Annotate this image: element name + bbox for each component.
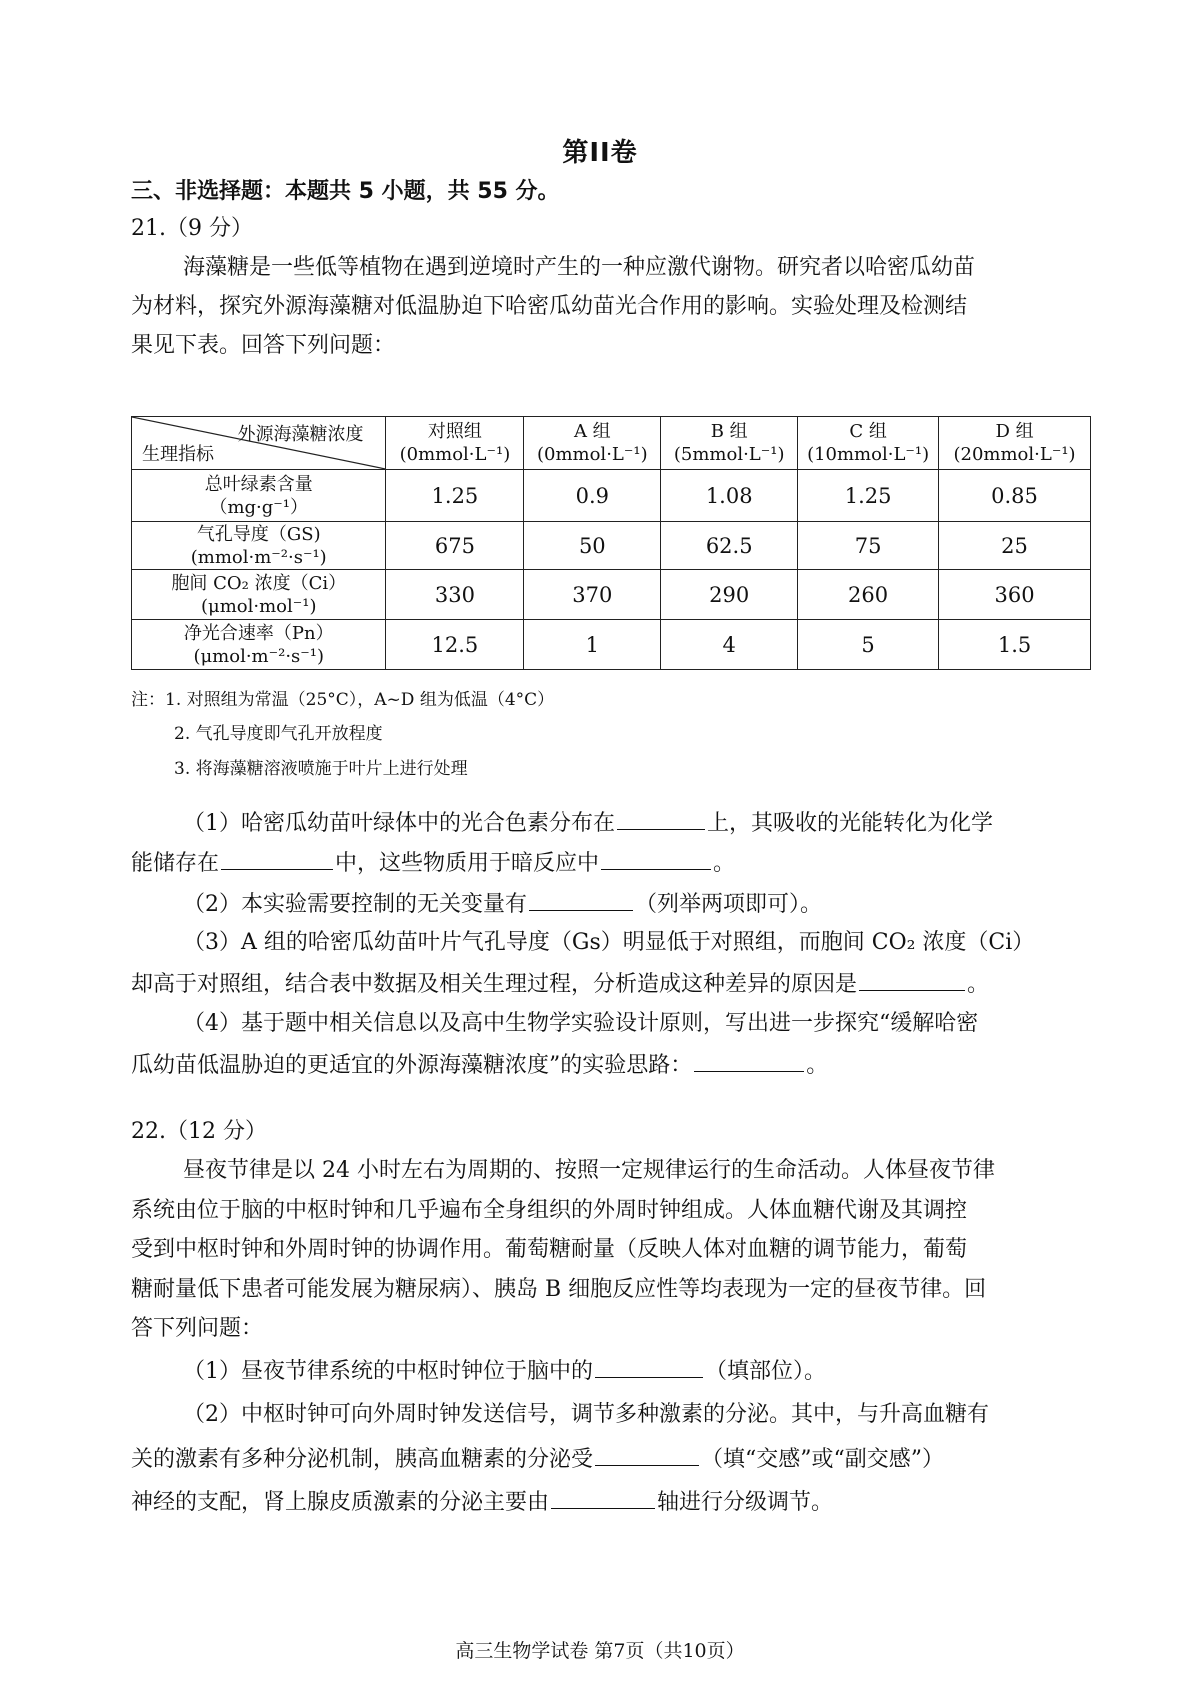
q21-sub3-text: 。 xyxy=(967,972,990,997)
q22-sub2-text: 神经的支配，肾上腺皮质激素的分泌主要由 xyxy=(131,1490,550,1515)
q21-sub3-text: 却高于对照组，结合表中数据及相关生理过程，分析造成这种差异的原因是 xyxy=(131,972,858,997)
q21-sub3-line2 xyxy=(131,968,1091,1000)
q21-sub4-line2 xyxy=(131,1049,1091,1081)
q22-sub2-line1: （2）中枢时钟可向外周时钟发送信号，调节多种激素的分泌。其中，与升高血糖有 xyxy=(183,1402,989,1427)
column-header xyxy=(798,417,939,470)
table-cell: 330 xyxy=(386,570,524,620)
table-row xyxy=(132,570,1091,620)
table-note: 注：1. 对照组为常温（25°C），A~D 组为低温（4°C） xyxy=(131,690,555,710)
row-unit: (mmol·m⁻²·s⁻¹) xyxy=(190,546,327,568)
row-unit: (μmol·mol⁻¹) xyxy=(200,595,317,617)
row-header xyxy=(132,470,386,522)
answer-blank[interactable] xyxy=(595,1355,703,1378)
table-cell: 370 xyxy=(524,570,661,620)
table-cell: 260 xyxy=(798,570,939,620)
table-header-row xyxy=(132,417,1091,470)
q21-sub2-text: （列举两项即可）。 xyxy=(635,892,823,917)
table-cell: 12.5 xyxy=(386,620,524,670)
q22-sub2-text: 关的激素有多种分泌机制，胰高血糖素的分泌受 xyxy=(131,1447,594,1472)
table-cell: 4 xyxy=(661,620,798,670)
q21-sub3-line1: （3）A 组的哈密瓜幼苗叶片气孔导度（Gs）明显低于对照组，而胞间 CO₂ 浓度（Ci） xyxy=(183,930,1035,955)
table-cell: 290 xyxy=(661,570,798,620)
q21-sub1-text: 。 xyxy=(713,851,736,876)
row-label: 净光合速率（Pn） xyxy=(183,622,334,644)
table-row xyxy=(132,620,1091,670)
column-conc: (10mmol·L⁻¹) xyxy=(807,444,930,465)
q22-sub2-text: 轴进行分级调节。 xyxy=(657,1490,834,1515)
answer-blank[interactable] xyxy=(617,807,705,830)
row-header xyxy=(132,570,386,620)
table-cell: 1.25 xyxy=(798,470,939,522)
trehalose-data-table xyxy=(131,416,1091,670)
column-header xyxy=(524,417,661,470)
q22-intro-line: 糖耐量低下患者可能发展为糖尿病）、胰岛 B 细胞反应性等均表现为一定的昼夜节律。回 xyxy=(131,1277,987,1302)
q22-intro-line: 昼夜节律是以 24 小时左右为周期的、按照一定规律运行的生命活动。人体昼夜节律 xyxy=(183,1158,995,1183)
row-label: 胞间 CO₂ 浓度（Ci） xyxy=(171,572,347,594)
q21-sub4-line1: （4）基于题中相关信息以及高中生物学实验设计原则，写出进一步探究“缓解哈密 xyxy=(183,1011,979,1036)
table-cell: 360 xyxy=(939,570,1091,620)
column-conc: (5mmol·L⁻¹) xyxy=(673,444,785,465)
column-name: 对照组 xyxy=(427,421,482,442)
table-row xyxy=(132,522,1091,570)
row-unit: (μmol·m⁻²·s⁻¹) xyxy=(193,645,325,667)
table-cell: 1.5 xyxy=(939,620,1091,670)
q22-sub1-text: （1）昼夜节律系统的中枢时钟位于脑中的 xyxy=(183,1359,593,1384)
corner-bottom-label: 生理指标 xyxy=(142,444,214,465)
section-title: 第II卷 xyxy=(562,138,638,168)
q22-sub2-text: （填“交感”或“副交感”） xyxy=(701,1447,945,1472)
q21-sub1-line2 xyxy=(131,847,1091,879)
q22-sub2-line2 xyxy=(131,1443,1091,1475)
column-name: A 组 xyxy=(573,421,611,442)
q21-sub1-text: 中，这些物质用于暗反应中 xyxy=(335,851,600,876)
q22-intro-line: 答下列问题： xyxy=(131,1316,264,1341)
page-footer: 高三生物学试卷 第7页（共10页） xyxy=(455,1640,745,1662)
q21-number: 21.（9 分） xyxy=(131,216,253,241)
q21-sub2-text: （2）本实验需要控制的无关变量有 xyxy=(183,892,527,917)
table-corner-cell xyxy=(132,417,386,470)
answer-blank[interactable] xyxy=(221,847,333,870)
table-note: 3. 将海藻糖溶液喷施于叶片上进行处理 xyxy=(174,759,468,779)
table-cell: 5 xyxy=(798,620,939,670)
answer-blank[interactable] xyxy=(529,888,633,911)
answer-blank[interactable] xyxy=(694,1049,804,1072)
row-unit: （mg·g⁻¹） xyxy=(209,496,309,518)
q22-sub1-text: （填部位）。 xyxy=(705,1359,827,1384)
column-name: D 组 xyxy=(995,421,1034,442)
q22-sub1 xyxy=(183,1355,1091,1387)
answer-blank[interactable] xyxy=(595,1443,699,1466)
row-header xyxy=(132,522,386,570)
column-conc: (0mmol·L⁻¹) xyxy=(536,444,648,465)
q22-number: 22.（12 分） xyxy=(131,1119,267,1144)
table-cell: 0.85 xyxy=(939,470,1091,522)
table-cell: 0.9 xyxy=(524,470,661,522)
table-cell: 1.25 xyxy=(386,470,524,522)
table-cell: 1.08 xyxy=(661,470,798,522)
q21-sub4-text: 。 xyxy=(806,1053,829,1078)
table-cell: 75 xyxy=(798,522,939,570)
column-header xyxy=(386,417,524,470)
q21-intro-line: 为材料，探究外源海藻糖对低温胁迫下哈密瓜幼苗光合作用的影响。实验处理及检测结 xyxy=(131,294,968,319)
column-conc: (20mmol·L⁻¹) xyxy=(953,444,1076,465)
answer-blank[interactable] xyxy=(859,968,965,991)
row-header xyxy=(132,620,386,670)
part-heading: 三、非选择题：本题共 5 小题，共 55 分。 xyxy=(131,179,560,204)
q21-intro-line: 果见下表。回答下列问题： xyxy=(131,333,396,358)
q21-sub4-text: 瓜幼苗低温胁迫的更适宜的外源海藻糖浓度”的实验思路： xyxy=(131,1053,693,1078)
q21-intro-line: 海藻糖是一些低等植物在遇到逆境时产生的一种应激代谢物。研究者以哈密瓜幼苗 xyxy=(183,255,976,280)
q21-sub1-line1 xyxy=(183,807,1091,839)
table-cell: 25 xyxy=(939,522,1091,570)
table-cell: 50 xyxy=(524,522,661,570)
q22-sub2-line3 xyxy=(131,1486,1091,1518)
column-conc: (0mmol·L⁻¹) xyxy=(399,444,511,465)
table-row xyxy=(132,470,1091,522)
column-name: C 组 xyxy=(849,421,887,442)
table-cell: 1 xyxy=(524,620,661,670)
column-name: B 组 xyxy=(710,421,748,442)
answer-blank[interactable] xyxy=(551,1486,655,1509)
column-header xyxy=(661,417,798,470)
table-cell: 62.5 xyxy=(661,522,798,570)
corner-top-label: 外源海藻糖浓度 xyxy=(237,424,364,445)
q22-intro-line: 受到中枢时钟和外周时钟的协调作用。葡萄糖耐量（反映人体对血糖的调节能力，葡萄 xyxy=(131,1237,968,1262)
table-note: 2. 气孔导度即气孔开放程度 xyxy=(174,724,383,744)
q21-sub1-text: 上，其吸收的光能转化为化学 xyxy=(707,811,994,836)
row-label: 气孔导度（GS) xyxy=(196,523,321,545)
q21-sub1-text: （1）哈密瓜幼苗叶绿体中的光合色素分布在 xyxy=(183,811,615,836)
table-cell: 675 xyxy=(386,522,524,570)
column-header xyxy=(939,417,1091,470)
row-label: 总叶绿素含量 xyxy=(204,473,313,495)
answer-blank[interactable] xyxy=(601,847,711,870)
q21-sub1-text: 能储存在 xyxy=(131,851,220,876)
q22-intro-line: 系统由位于脑的中枢时钟和几乎遍布全身组织的外周时钟组成。人体血糖代谢及其调控 xyxy=(131,1198,968,1223)
q21-sub2 xyxy=(183,888,1091,920)
